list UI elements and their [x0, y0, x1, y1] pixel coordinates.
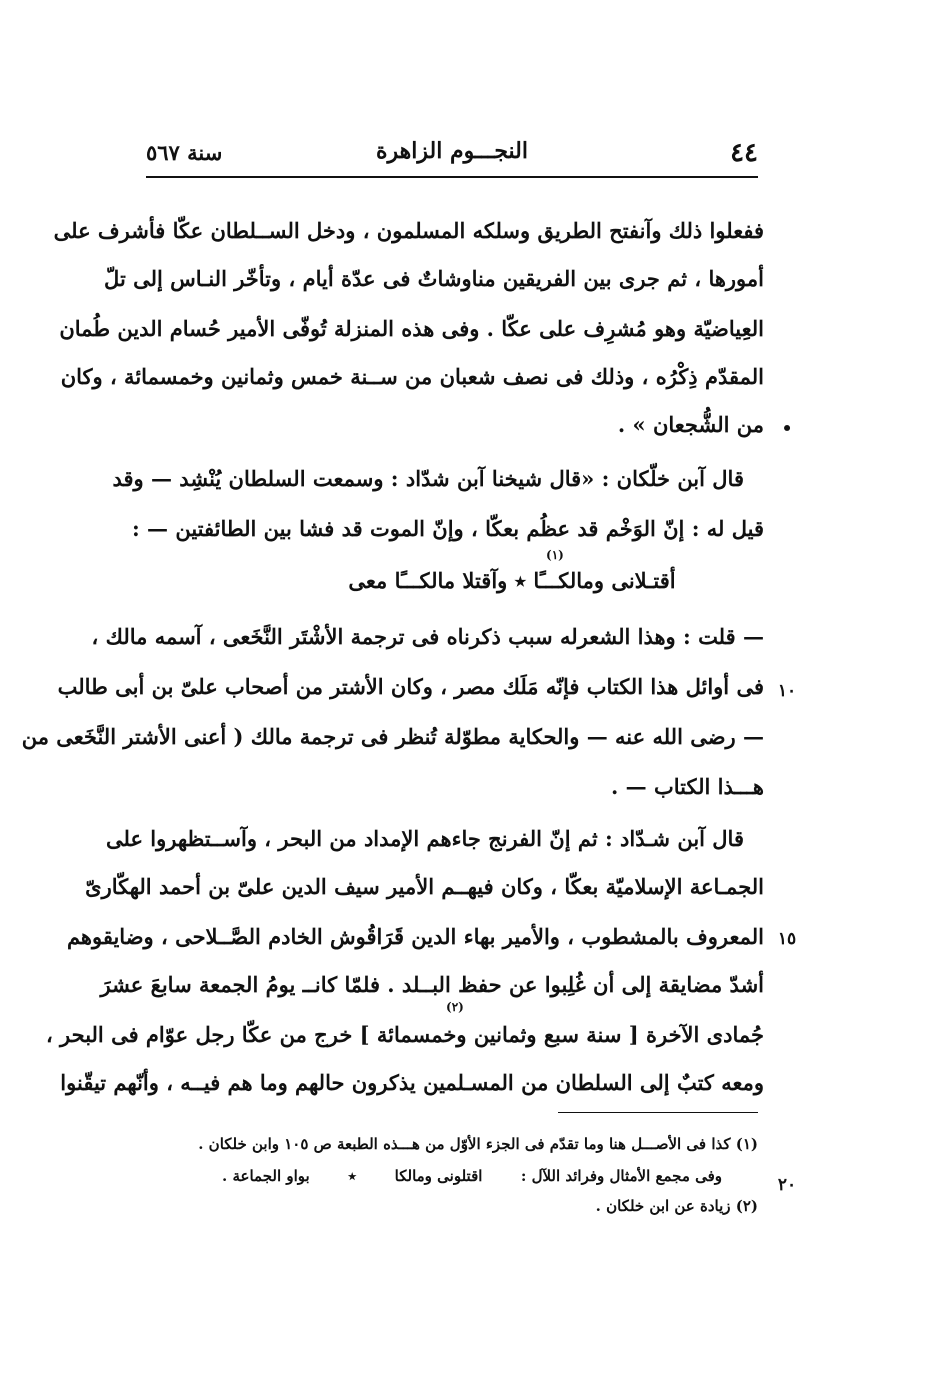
footnote-text: اقتلونى ومالكا — [394, 1167, 483, 1185]
body-line: ففعلوا ذلك وآنفتح الطريق وسلكه المسلمون ، ودخل الســلطان عكّا فأشرف على — [53, 218, 764, 243]
line-number-15: ١٥ — [777, 929, 797, 949]
body-line: قال آبن خلّكان : «قال شيخنا آبن شدّاد : وسمعت السلطان يُنْشِد — وقد — [112, 466, 744, 491]
body-line: قيل له : إنّ الوَخْم قد عظُم بعكّا ، وإنّ الموت قد فشا بين الطائفتين — : — [131, 516, 764, 541]
body-line: من الشُّجعان » . — [617, 412, 764, 437]
body-line: — قلت : وهذا الشعرله سبب ذكرناه فى ترجمة الأشْتَر النَّخَعى ، آسمه مالك ، — [91, 624, 764, 649]
footnote-ref: (٢) — [446, 1000, 464, 1014]
body-line: أمورها ، ثم جرى بين الفريقين مناوشاتٌ فى عدّة أيام ، وتأخّر النـاس إلى تلّ — [104, 266, 764, 291]
footnote-1-continuation — [222, 1164, 722, 1188]
margin-bullet: • — [781, 419, 793, 439]
running-title: النجـــوم الزاهرة — [376, 138, 528, 164]
footnote-1: (١) كذا فى الأصـــل هنا وما تقدّم فى الجزء الأوّل من هـــذه الطبعة ص ١٠٥ وابن خلكان . — [198, 1135, 758, 1153]
body-line: فى أوائل هذا الكتاب فإنّه مَلَك مصر ، وكان الأشتر من أصحاب علىّ بن أبى طالب — [57, 674, 764, 699]
body-line: الجمـاعة الإسلاميّة بعكّا ، وكان فيهــم الأمير سيف الدين علىّ بن أحمد الهكّارىّ — [85, 874, 764, 899]
year-heading: سنة ٥٦٧ — [146, 140, 223, 165]
body-line: هـــذا الكتاب — . — [611, 774, 764, 799]
body-line: — رضى الله عنه — والحكاية مطوّلة تُنظر فى ترجمة مالك ( أعنى الأشتر النَّخَعى من — [21, 724, 764, 749]
body-line: جُمادى الآخرة [ سنة سبع وثمانين وخمسمائة ] خرج من عكّا رجل عوّام فى البحر ، — [45, 1022, 764, 1047]
body-line: أشدّ مضايقة إلى أن غُلِبوا عن حفظ البــلد . فلمّا كانــ يومُ الجمعة سابعَ عشرَ — [100, 972, 764, 997]
footnote-text: وفى مجمع الأمثال وفرائد اللآل : — [520, 1167, 722, 1185]
line-number-20: ٢٠ — [777, 1175, 797, 1195]
line-number-10: ١٠ — [777, 681, 797, 701]
body-line: المعروف بالمشطوب ، والأمير بهاء الدين قَرَاقُوش الخادم الصَّــلاحى ، وضايقوهم — [66, 924, 764, 949]
body-line: العِياضيّة وهو مُشرِف على عكّا . وفى هذه المنزلة تُوفّى الأمير حُسام الدين طُمان — [59, 316, 764, 341]
verse-separator: ٭ — [348, 1167, 357, 1185]
body-line: قال آبن شـدّاد : ثم إنّ الفرنج جاءهم الإمداد من البحر ، وآســتظهروا على — [106, 826, 744, 851]
footnote-2: (٢) زيادة عن ابن خلكان . — [595, 1197, 758, 1215]
body-line: ومعه كتبٌ إلى السلطان من المسـلمين يذكرون حالهم وما هم فيــه ، وأنّهم تيقّنوا — [60, 1070, 764, 1095]
footnote-ref: (١) — [546, 548, 564, 562]
page-header — [146, 138, 758, 178]
footnote-separator — [558, 1112, 758, 1113]
verse-line: أقتـلانى ومالكـــًا ٭ وآقتلا مالكـــًا معى — [348, 568, 676, 593]
body-line: المقدّم ذِكْرُه ، وذلك فى نصف شعبان من ســنة خمس وثمانين وخمسمائة ، وكان — [60, 364, 764, 389]
page-number: ٤٤ — [730, 138, 758, 168]
footnote-text: بواو الجماعة . — [222, 1167, 310, 1185]
